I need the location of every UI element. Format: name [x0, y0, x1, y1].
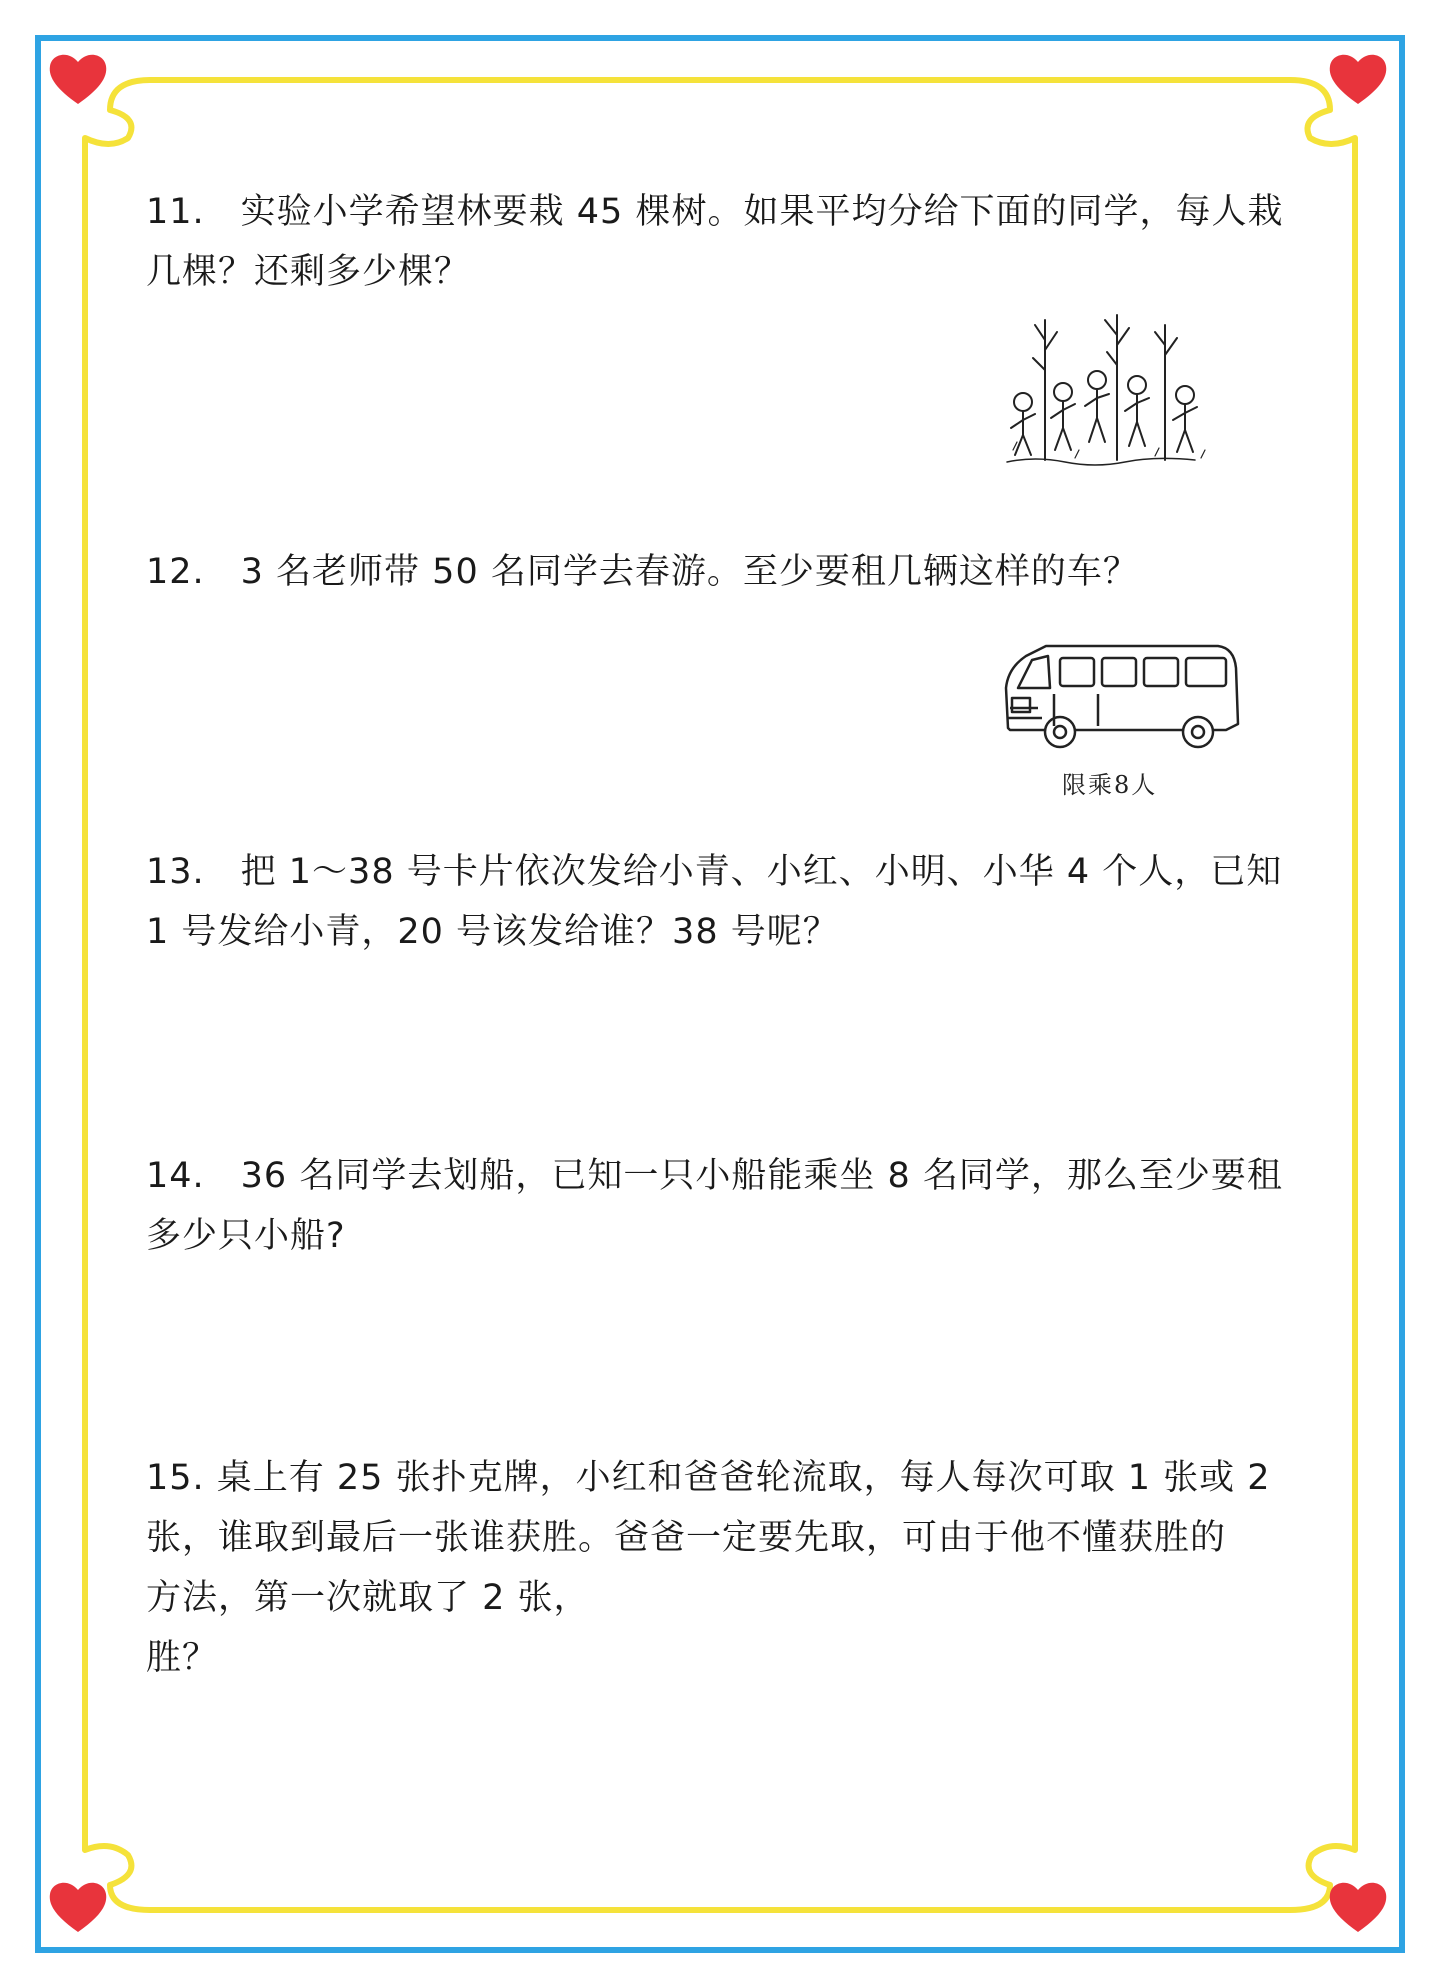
- question-13-line-1: 13. 把 1～38 号卡片依次发给小青、小红、小明、小华 4 个人，已知: [146, 852, 1283, 892]
- question-15: [146, 1448, 1306, 1688]
- question-15-line-4: 胜？: [146, 1638, 219, 1678]
- heart-icon-top-right: [1330, 55, 1387, 104]
- question-11: [146, 182, 1306, 302]
- minibus-icon: [998, 638, 1246, 756]
- question-15-line-3: 方法，第一次就取了 2 张，: [146, 1578, 590, 1618]
- question-13-line-2: 1 号发给小青，20 号该发给谁？38 号呢？: [146, 912, 839, 952]
- children-planting-trees-icon: [1005, 310, 1215, 470]
- question-12: [146, 542, 1306, 602]
- question-14-line-2: 多少只小船?: [146, 1216, 346, 1256]
- question-11-line-1: 11. 实验小学希望林要栽 45 棵树。如果平均分给下面的同学，每人栽: [146, 192, 1284, 232]
- question-14: [146, 1146, 1306, 1266]
- question-13: [146, 842, 1306, 962]
- question-12-line-1: 12. 3 名老师带 50 名同学去春游。至少要租几辆这样的车？: [146, 552, 1139, 592]
- heart-icon-bottom-left: [50, 1883, 107, 1932]
- question-15-line-2: 张，谁取到最后一张谁获胜。爸爸一定要先取，可由于他不懂获胜的: [146, 1518, 1227, 1558]
- heart-icon-bottom-right: [1330, 1883, 1387, 1932]
- heart-icon-top-left: [50, 55, 107, 104]
- bus-capacity-caption: 限乘8人: [1062, 771, 1158, 799]
- question-15-line-1: 15. 桌上有 25 张扑克牌，小红和爸爸轮流取，每人每次可取 1 张或 2: [146, 1458, 1271, 1498]
- question-11-line-2: 几棵？还剩多少棵？: [146, 252, 471, 292]
- question-14-line-1: 14. 36 名同学去划船，已知一只小船能乘坐 8 名同学，那么至少要租: [146, 1156, 1283, 1196]
